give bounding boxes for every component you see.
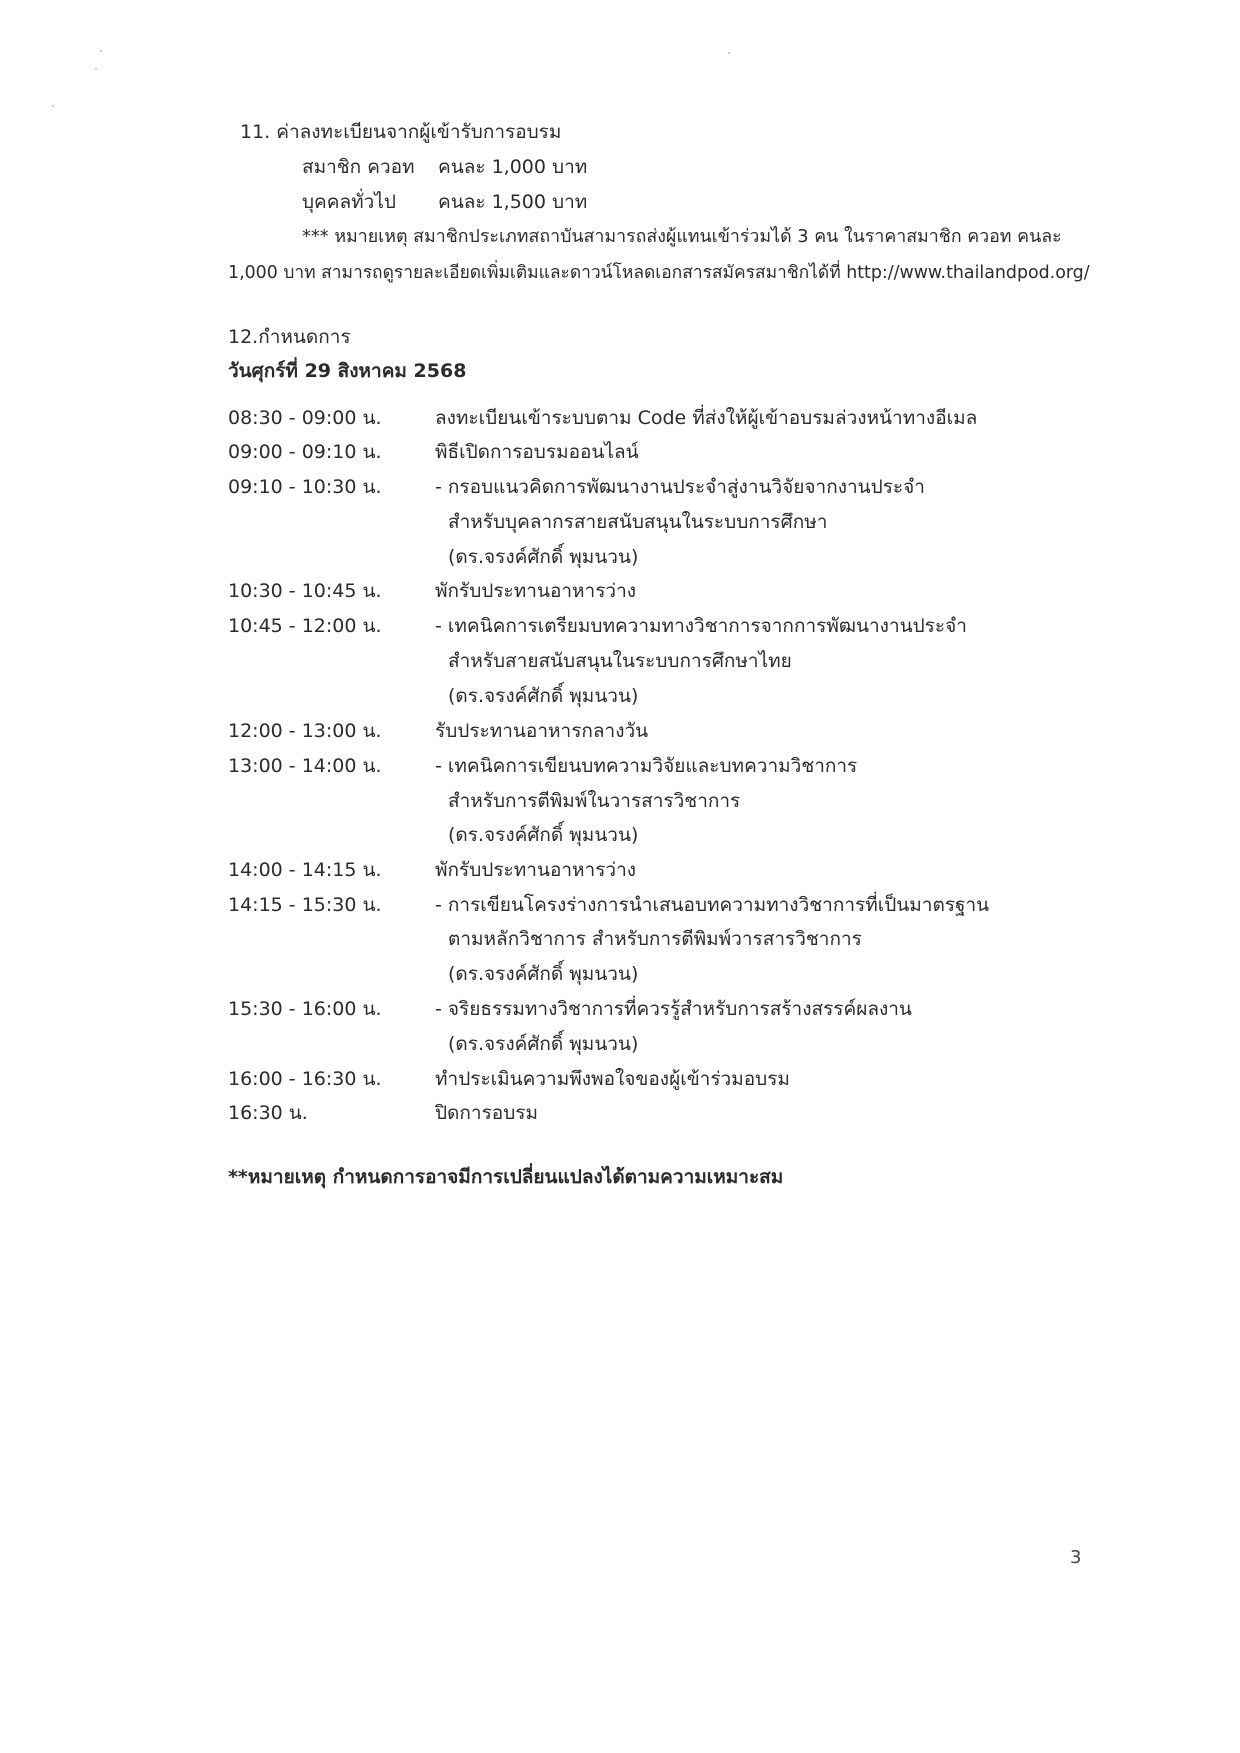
scan-speck (52, 105, 54, 107)
schedule-item-detail: ตามหลักวิชาการ สำหรับการตีพิมพ์วารสารวิชาการ (448, 928, 862, 950)
schedule-item: พักรับประทานอาหารว่าง (435, 859, 637, 881)
schedule-speaker: (ดร.จรงค์ศักดิ์ พุมนวน) (448, 824, 639, 846)
schedule-item-detail: สำหรับบุคลากรสายสนับสนุนในระบบการศึกษา (448, 511, 828, 533)
schedule-item-detail: สำหรับการตีพิมพ์ในวารสารวิชาการ (448, 790, 741, 812)
fee-note-line-2: 1,000 บาท สามารถดูรายละเอียดเพิ่มเติมและดาวน์โหลดเอกสารสมัครสมาชิกได้ที่ http://www.thailandpod.org/ (228, 263, 1090, 283)
page-number: 3 (1070, 1547, 1082, 1568)
schedule-item: ปิดการอบรม (435, 1102, 538, 1124)
schedule-time: 14:00 - 14:15 น. (228, 859, 382, 881)
fee-price-general: คนละ 1,500 บาท (438, 191, 588, 213)
schedule-item: รับประทานอาหารกลางวัน (435, 720, 649, 742)
schedule-date: วันศุกร์ที่ 29 สิงหาคม 2568 (228, 360, 467, 382)
schedule-speaker: (ดร.จรงค์ศักดิ์ พุมนวน) (448, 1033, 639, 1055)
schedule-footnote: **หมายเหตุ กำหนดการอาจมีการเปลี่ยนแปลงได้ตามความเหมาะสม (228, 1166, 784, 1188)
schedule-item-detail: สำหรับสายสนับสนุนในระบบการศึกษาไทย (448, 650, 792, 672)
scan-speck (95, 68, 97, 70)
schedule-time: 09:10 - 10:30 น. (228, 476, 382, 498)
schedule-speaker: (ดร.จรงค์ศักดิ์ พุมนวน) (448, 963, 639, 985)
schedule-time: 13:00 - 14:00 น. (228, 755, 382, 777)
schedule-time: 10:30 - 10:45 น. (228, 580, 382, 602)
fee-price-member: คนละ 1,000 บาท (438, 156, 588, 178)
schedule-time: 16:30 น. (228, 1102, 308, 1124)
schedule-time: 08:30 - 09:00 น. (228, 407, 382, 429)
schedule-item: - จริยธรรมทางวิชาการที่ควรรู้สำหรับการสร้างสรรค์ผลงาน (435, 998, 912, 1020)
schedule-time: 12:00 - 13:00 น. (228, 720, 382, 742)
schedule-item: - การเขียนโครงร่างการนำเสนอบทความทางวิชาการที่เป็นมาตรฐาน (435, 894, 990, 916)
scan-speck (100, 50, 102, 52)
schedule-item: ลงทะเบียนเข้าระบบตาม Code ที่ส่งให้ผู้เข้าอบรมล่วงหน้าทางอีเมล (435, 407, 978, 429)
schedule-speaker: (ดร.จรงค์ศักดิ์ พุมนวน) (448, 685, 639, 707)
section-11-heading: 11. ค่าลงทะเบียนจากผู้เข้ารับการอบรม (240, 121, 562, 143)
schedule-time: 10:45 - 12:00 น. (228, 615, 382, 637)
scan-speck (728, 52, 730, 54)
schedule-item: ทำประเมินความพึงพอใจของผู้เข้าร่วมอบรม (435, 1068, 790, 1090)
schedule-item: พิธีเปิดการอบรมออนไลน์ (435, 441, 639, 463)
fee-note-line-1: *** หมายเหตุ สมาชิกประเภทสถาบันสามารถส่งผู้แทนเข้าร่วมได้ 3 คน ในราคาสมาชิก ควอท คนละ (302, 226, 1062, 247)
schedule-item: - เทคนิคการเตรียมบทความทางวิชาการจากการพัฒนางานประจำ (435, 615, 967, 637)
fee-label-general: บุคคลทั่วไป (302, 191, 396, 213)
schedule-item: พักรับประทานอาหารว่าง (435, 580, 637, 602)
schedule-item: - กรอบแนวคิดการพัฒนางานประจำสู่งานวิจัยจากงานประจำ (435, 476, 925, 498)
schedule-time: 14:15 - 15:30 น. (228, 894, 382, 916)
schedule-time: 16:00 - 16:30 น. (228, 1068, 382, 1090)
schedule-time: 15:30 - 16:00 น. (228, 998, 382, 1020)
schedule-item: - เทคนิคการเขียนบทความวิจัยและบทความวิชาการ (435, 755, 858, 777)
schedule-speaker: (ดร.จรงค์ศักดิ์ พุมนวน) (448, 546, 639, 568)
fee-label-member: สมาชิก ควอท (302, 156, 415, 178)
schedule-time: 09:00 - 09:10 น. (228, 441, 382, 463)
section-12-heading: 12.กำหนดการ (228, 326, 351, 348)
